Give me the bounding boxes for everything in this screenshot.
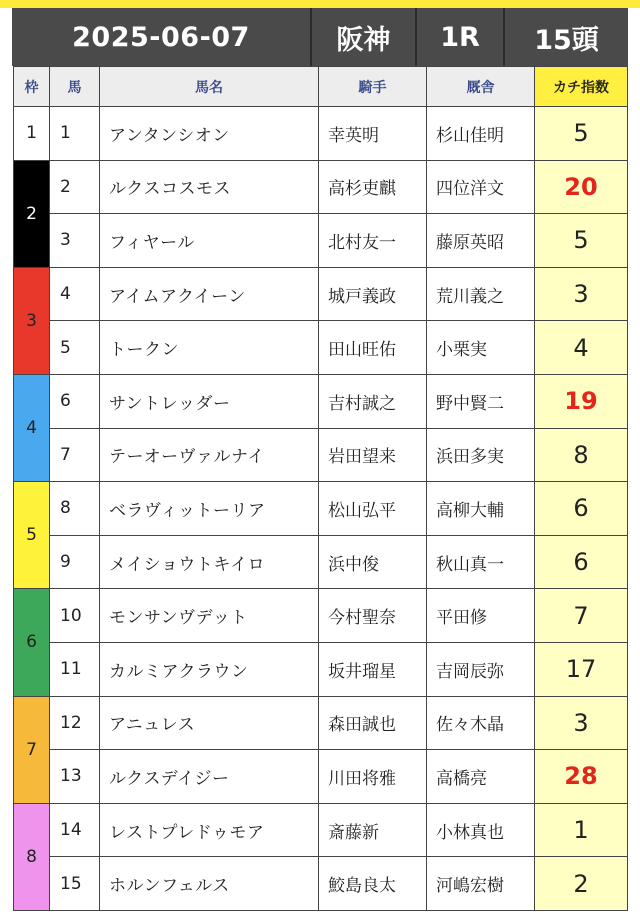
col-index: カチ指数 <box>535 67 628 107</box>
waku-cell: 3 <box>14 267 50 374</box>
horse-number: 4 <box>50 267 100 321</box>
kachi-index: 7 <box>535 589 628 643</box>
jockey-name: 吉村誠之 <box>319 374 427 428</box>
table-header-row <box>14 67 628 107</box>
trainer-name: 吉岡辰弥 <box>427 642 535 696</box>
horse-name[interactable]: アイムアクイーン <box>100 267 319 321</box>
horse-name[interactable]: サントレッダー <box>100 374 319 428</box>
jockey-name: 高杉吏麒 <box>319 160 427 214</box>
kachi-index: 4 <box>535 321 628 375</box>
col-trainer: 厩舎 <box>427 67 535 107</box>
race-number: 1R <box>417 8 505 66</box>
waku-cell: 5 <box>14 482 50 589</box>
trainer-name: 野中賢二 <box>427 374 535 428</box>
jockey-name: 森田誠也 <box>319 696 427 750</box>
jockey-name: 北村友一 <box>319 214 427 268</box>
trainer-name: 杉山佳明 <box>427 107 535 161</box>
horse-number: 7 <box>50 428 100 482</box>
kachi-index: 1 <box>535 803 628 857</box>
horse-number: 10 <box>50 589 100 643</box>
trainer-name: 荒川義之 <box>427 267 535 321</box>
horse-name[interactable]: テーオーヴァルナイ <box>100 428 319 482</box>
race-venue: 阪神 <box>312 8 417 66</box>
jockey-name: 鮫島良太 <box>319 857 427 911</box>
waku-cell: 8 <box>14 803 50 910</box>
horse-number: 12 <box>50 696 100 750</box>
trainer-name: 秋山真一 <box>427 535 535 589</box>
kachi-index: 2 <box>535 857 628 911</box>
table-row[interactable] <box>14 160 628 214</box>
jockey-name: 幸英明 <box>319 107 427 161</box>
trainer-name: 小栗実 <box>427 321 535 375</box>
table-row[interactable] <box>14 374 628 428</box>
col-name: 馬名 <box>100 67 319 107</box>
horse-number: 6 <box>50 374 100 428</box>
trainer-name: 佐々木晶 <box>427 696 535 750</box>
trainer-name: 浜田多実 <box>427 428 535 482</box>
col-waku: 枠 <box>14 67 50 107</box>
horse-number: 3 <box>50 214 100 268</box>
jockey-name: 浜中俊 <box>319 535 427 589</box>
jockey-name: 斎藤新 <box>319 803 427 857</box>
horse-name[interactable]: アンタンシオン <box>100 107 319 161</box>
waku-cell: 6 <box>14 589 50 696</box>
trainer-name: 高橋亮 <box>427 750 535 804</box>
trainer-name: 藤原英昭 <box>427 214 535 268</box>
waku-cell: 7 <box>14 696 50 803</box>
horse-name[interactable]: ベラヴィットーリア <box>100 482 319 536</box>
jockey-name: 坂井瑠星 <box>319 642 427 696</box>
horse-name[interactable]: ルクスコスモス <box>100 160 319 214</box>
kachi-index: 5 <box>535 107 628 161</box>
jockey-name: 松山弘平 <box>319 482 427 536</box>
jockey-name: 岩田望来 <box>319 428 427 482</box>
top-accent-strip <box>0 0 640 8</box>
table-row[interactable] <box>14 803 628 857</box>
trainer-name: 四位洋文 <box>427 160 535 214</box>
table-row[interactable] <box>14 750 628 804</box>
horse-number: 1 <box>50 107 100 161</box>
jockey-name: 今村聖奈 <box>319 589 427 643</box>
kachi-index: 5 <box>535 214 628 268</box>
horse-name[interactable]: フィヤール <box>100 214 319 268</box>
kachi-index: 19 <box>535 374 628 428</box>
kachi-index: 28 <box>535 750 628 804</box>
table-row[interactable] <box>14 214 628 268</box>
kachi-index: 8 <box>535 428 628 482</box>
col-uma: 馬 <box>50 67 100 107</box>
table-row[interactable] <box>14 321 628 375</box>
race-header <box>12 8 628 66</box>
runner-count: 15頭 <box>505 8 628 66</box>
jockey-name: 城戸義政 <box>319 267 427 321</box>
horse-name[interactable]: ホルンフェルス <box>100 857 319 911</box>
kachi-index: 6 <box>535 535 628 589</box>
horse-number: 2 <box>50 160 100 214</box>
kachi-index: 20 <box>535 160 628 214</box>
horse-number: 14 <box>50 803 100 857</box>
trainer-name: 河嶋宏樹 <box>427 857 535 911</box>
trainer-name: 高柳大輔 <box>427 482 535 536</box>
horse-name[interactable]: レストプレドゥモア <box>100 803 319 857</box>
trainer-name: 小林真也 <box>427 803 535 857</box>
horse-number: 5 <box>50 321 100 375</box>
horse-number: 8 <box>50 482 100 536</box>
race-date: 2025-06-07 <box>12 8 312 66</box>
kachi-index: 6 <box>535 482 628 536</box>
waku-cell: 4 <box>14 374 50 481</box>
table-row[interactable] <box>14 857 628 911</box>
table-row[interactable] <box>14 642 628 696</box>
horse-name[interactable]: トークン <box>100 321 319 375</box>
waku-cell: 2 <box>14 160 50 267</box>
horse-name[interactable]: カルミアクラウン <box>100 642 319 696</box>
table-row[interactable] <box>14 107 628 161</box>
horse-name[interactable]: メイショウトキイロ <box>100 535 319 589</box>
waku-cell: 1 <box>14 107 50 161</box>
entry-table <box>13 66 628 911</box>
table-row[interactable] <box>14 482 628 536</box>
table-row[interactable] <box>14 589 628 643</box>
horse-number: 9 <box>50 535 100 589</box>
kachi-index: 3 <box>535 696 628 750</box>
table-row[interactable] <box>14 696 628 750</box>
jockey-name: 田山旺佑 <box>319 321 427 375</box>
horse-number: 15 <box>50 857 100 911</box>
kachi-index: 3 <box>535 267 628 321</box>
jockey-name: 川田将雅 <box>319 750 427 804</box>
horse-number: 13 <box>50 750 100 804</box>
kachi-index: 17 <box>535 642 628 696</box>
table-row[interactable] <box>14 535 628 589</box>
horse-name[interactable]: ルクスデイジー <box>100 750 319 804</box>
horse-number: 11 <box>50 642 100 696</box>
horse-name[interactable]: モンサンヴデット <box>100 589 319 643</box>
table-row[interactable] <box>14 267 628 321</box>
trainer-name: 平田修 <box>427 589 535 643</box>
horse-name[interactable]: アニュレス <box>100 696 319 750</box>
col-jockey: 騎手 <box>319 67 427 107</box>
table-row[interactable] <box>14 428 628 482</box>
